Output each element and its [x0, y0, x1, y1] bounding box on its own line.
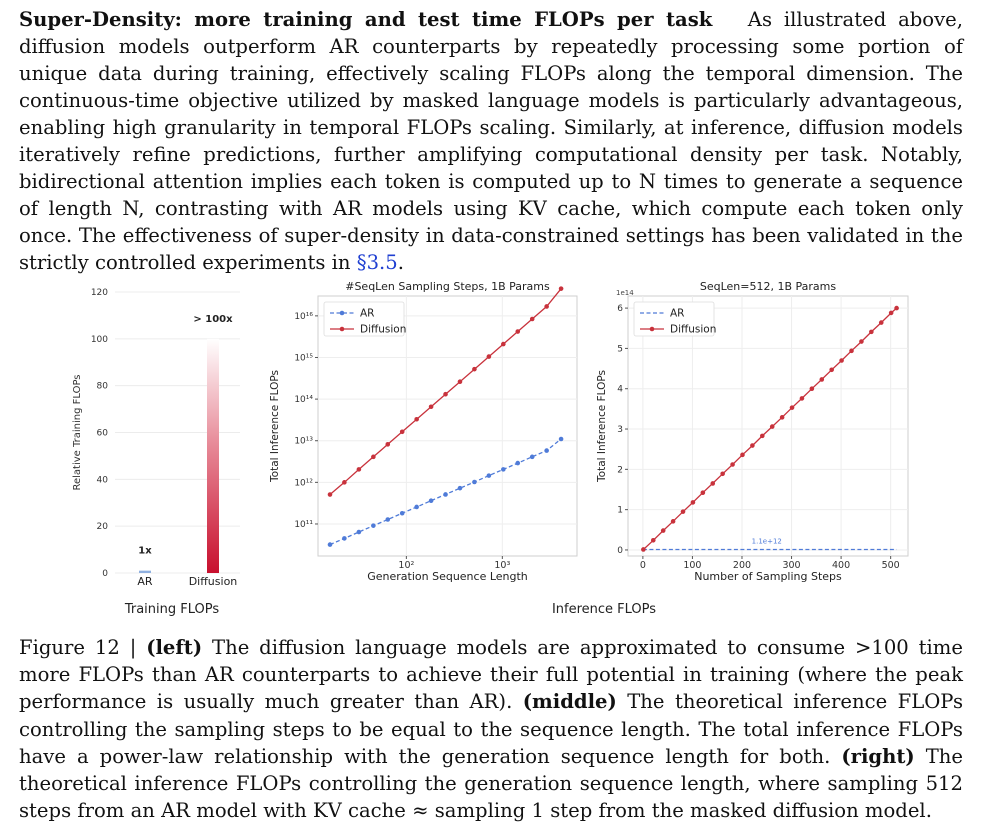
- bar-diffusion: [207, 339, 219, 573]
- bar-value-label: > 100x: [193, 313, 233, 325]
- data-point-ar: [458, 486, 463, 491]
- data-point-diffusion: [730, 462, 735, 467]
- data-point-diffusion: [641, 547, 646, 552]
- data-point-ar: [342, 536, 347, 541]
- y-tick-label: 100: [90, 334, 108, 345]
- inference-flops-label: Inference FLOPs: [551, 602, 657, 617]
- x-tick-label: 300: [782, 560, 801, 571]
- data-point-diffusion: [661, 528, 666, 533]
- data-point-diffusion: [859, 339, 864, 344]
- data-point-ar: [559, 437, 564, 442]
- legend-entry: AR: [360, 307, 375, 320]
- data-point-ar: [487, 473, 492, 478]
- y-tick-label: 80: [96, 381, 108, 392]
- data-point-diffusion: [701, 490, 706, 495]
- data-point-ar: [429, 498, 434, 503]
- x-axis-label: Generation Sequence Length: [367, 570, 528, 583]
- y-tick-label: 10¹⁵: [294, 353, 313, 364]
- data-point-diffusion: [400, 429, 405, 434]
- data-point-diffusion: [770, 424, 775, 429]
- data-point-ar: [544, 448, 549, 453]
- data-point-ar: [385, 517, 390, 522]
- data-point-diffusion: [790, 405, 795, 410]
- y-tick-label: 20: [96, 522, 108, 533]
- data-point-diffusion: [515, 329, 520, 334]
- caption-left-tag: (left): [146, 636, 203, 659]
- caption-prefix: Figure 12 |: [19, 636, 147, 659]
- data-point-diffusion: [879, 320, 884, 325]
- data-point-diffusion: [559, 286, 564, 291]
- data-point-diffusion: [385, 442, 390, 447]
- caption-middle-text: The theoretical inference FLOPs controlling the sampling steps to be equal to the sequence length. The total inference FLOPs have a power-law relationship with the generation sequence length for both.: [19, 690, 964, 768]
- data-point-diffusion: [819, 377, 824, 382]
- y-offset-label: 1e14: [616, 289, 634, 297]
- data-point-ar: [357, 530, 362, 535]
- data-point-diffusion: [869, 330, 874, 335]
- data-point-ar: [443, 492, 448, 497]
- data-point-diffusion: [750, 443, 755, 448]
- y-tick-label: 4: [617, 384, 623, 395]
- data-point-diffusion: [429, 404, 434, 409]
- legend-entry: Diffusion: [360, 323, 407, 336]
- y-tick-label: 10¹⁶: [294, 311, 313, 322]
- legend-entry: AR: [670, 307, 685, 320]
- y-tick-label: 3: [617, 425, 623, 436]
- x-tick-label: 0: [639, 560, 646, 571]
- x-tick-label: 10³: [494, 560, 511, 571]
- caption-left-text: The diffusion language models are approximated to consume >100 time more FLOPs than AR counterparts to achieve their full potential in training (where the peak performance is usually much greater than AR).: [19, 636, 963, 714]
- data-point-diffusion: [829, 367, 834, 372]
- caption-middle-tag: (middle): [522, 690, 617, 714]
- legend-marker: [340, 311, 345, 316]
- y-tick-label: 10¹²: [294, 478, 313, 489]
- data-point-ar: [371, 523, 376, 528]
- legend-marker: [650, 327, 655, 332]
- data-point-ar: [414, 505, 419, 510]
- data-point-diffusion: [760, 434, 765, 439]
- data-point-diffusion: [780, 415, 785, 420]
- data-point-ar: [328, 542, 333, 547]
- data-point-diffusion: [501, 342, 506, 347]
- data-point-diffusion: [443, 392, 448, 397]
- data-point-diffusion: [720, 471, 725, 476]
- x-tick-label: 200: [732, 560, 752, 571]
- data-point-diffusion: [671, 519, 676, 524]
- data-point-ar: [472, 480, 477, 485]
- data-point-ar: [515, 461, 520, 466]
- paragraph-body: As illustrated above, diffusion models outperform AR counterparts by repeatedly processing some portion of unique data during training, effectively scaling FLOPs along the temporal dimension. The continuous-time objective utilized by masked language models is particularly advantageous, enabling high granularity in temporal FLOPs scaling. Similarly, at inference, diffusion models iteratively refine predictions, further amplifying computational density per task. Notably, bidirectional attention implies each token is computed up to N times to generate a sequence of length N, contrasting with AR models using KV cache, which compute each token only once. The effectiveness of super-density in data-constrained settings has been validated in the strictly controlled experiments in: [19, 8, 963, 274]
- y-tick-label: 60: [96, 428, 108, 439]
- annotation-label: 1.1e+12: [751, 537, 782, 546]
- chart-title: #SeqLen Sampling Steps, 1B Params: [345, 280, 550, 293]
- data-point-diffusion: [889, 311, 894, 316]
- x-tick-label: Diffusion: [188, 575, 238, 588]
- chart-title: SeqLen=512, 1B Params: [699, 280, 837, 293]
- x-axis-label: Number of Sampling Steps: [694, 570, 842, 583]
- y-tick-label: 10¹³: [294, 436, 313, 447]
- caption-right-text: The theoretical inference FLOPs controlling the generation sequence length, where sampling 512 steps from an AR model with KV cache ≈ sampling 1 step from the masked diffusion model.: [19, 744, 964, 823]
- sampling-steps-inference-chart: [596, 280, 908, 583]
- data-point-diffusion: [544, 304, 549, 309]
- x-tick-label: 500: [881, 560, 900, 571]
- y-tick-label: 0: [102, 569, 108, 579]
- x-tick-label: AR: [137, 575, 153, 588]
- bar-ar: [139, 571, 151, 573]
- data-point-ar: [530, 455, 535, 460]
- y-axis-label: Total Inference FLOPs: [596, 370, 608, 482]
- data-point-diffusion: [458, 379, 463, 384]
- legend-entry: Diffusion: [670, 323, 717, 336]
- y-tick-label: 10¹¹: [294, 519, 313, 530]
- data-point-diffusion: [839, 358, 844, 363]
- y-tick-label: 1: [617, 505, 623, 516]
- seqlen-inference-chart: [269, 280, 577, 583]
- paragraph-heading: Super-Density: more training and test time FLOPs per task: [19, 8, 713, 31]
- data-point-diffusion: [894, 306, 899, 311]
- data-point-ar: [400, 511, 405, 516]
- x-tick-label: 100: [683, 560, 702, 571]
- y-tick-label: 0: [617, 545, 623, 556]
- x-tick-label: 400: [832, 560, 851, 571]
- bar-value-label: 1x: [138, 545, 152, 557]
- x-tick-label: 10²: [398, 560, 415, 571]
- data-point-diffusion: [710, 481, 715, 486]
- y-tick-label: 10¹⁴: [294, 395, 313, 406]
- data-point-diffusion: [530, 317, 535, 322]
- y-tick-label: 2: [617, 465, 623, 476]
- section-link[interactable]: §3.5: [356, 251, 398, 274]
- body-paragraph: [19, 6, 963, 276]
- data-point-diffusion: [810, 386, 815, 391]
- training-flops-chart: [72, 288, 240, 588]
- figure-panels: [0, 262, 983, 622]
- figure-caption: [19, 634, 963, 824]
- caption-right-tag: (right): [841, 744, 915, 768]
- data-point-diffusion: [681, 509, 686, 514]
- y-axis-label: Total Inference FLOPs: [269, 370, 281, 482]
- data-point-diffusion: [357, 467, 362, 472]
- data-point-diffusion: [691, 500, 696, 505]
- data-point-diffusion: [328, 492, 333, 497]
- y-tick-label: 5: [617, 344, 623, 355]
- y-tick-label: 40: [96, 475, 108, 486]
- data-point-diffusion: [487, 354, 492, 359]
- data-point-diffusion: [800, 396, 805, 401]
- data-point-ar: [501, 467, 506, 472]
- paragraph-end: .: [397, 251, 404, 274]
- training-flops-label: Training FLOPs: [124, 602, 220, 617]
- data-point-diffusion: [414, 417, 419, 422]
- y-axis-label: Relative Training FLOPs: [72, 374, 83, 491]
- data-point-diffusion: [371, 455, 376, 460]
- data-point-diffusion: [849, 349, 854, 354]
- data-point-diffusion: [472, 367, 477, 372]
- data-point-diffusion: [342, 480, 347, 485]
- data-point-diffusion: [740, 453, 745, 458]
- y-tick-label: 120: [90, 288, 108, 298]
- legend-marker: [340, 327, 345, 332]
- data-point-diffusion: [651, 538, 656, 543]
- y-tick-label: 6: [617, 304, 623, 315]
